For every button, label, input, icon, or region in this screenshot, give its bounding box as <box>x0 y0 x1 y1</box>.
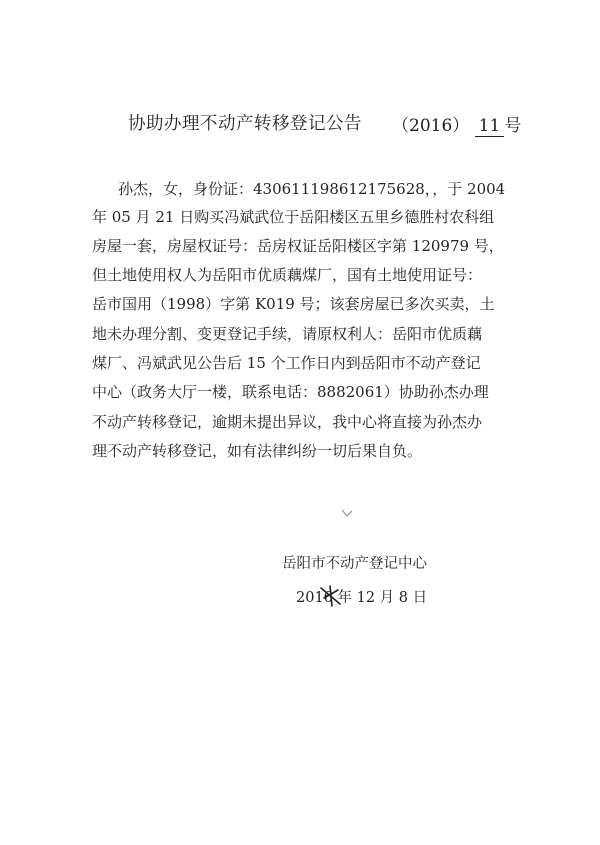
signature-stroke <box>318 584 344 608</box>
body-line-1: 孙杰，女，身份证：430611198612175628，，于 2004 <box>118 180 506 198</box>
notice-number-prefix: （2016） <box>392 116 470 136</box>
body-line-9: 不动产转移登记，逾期未提出异议，我中心将直接为孙杰办 <box>92 413 483 431</box>
body-line-10: 理不动产转移登记，如有法律纠纷一切后果自负。 <box>92 442 423 460</box>
body-line-3: 房屋一套，房屋权证号：岳房权证岳阳楼区字第 120979 号， <box>92 237 504 255</box>
pen-mark <box>341 507 353 519</box>
body-line-6: 地未办理分割、变更登记手续，请原权利人：岳阳市优质藕 <box>92 325 483 343</box>
notice-number <box>392 111 521 137</box>
body-line-2: 年 05 月 21 日购买冯斌武位于岳阳楼区五里乡德胜村农科组 <box>92 208 495 226</box>
issue-date: 2016 年 12 月 8 日 <box>296 590 428 606</box>
notice-title: 协助办理不动产转移登记公告 <box>128 114 362 134</box>
notice-number-value: 11 <box>475 117 505 137</box>
body-line-8: 中心（政务大厅一楼，联系电话：8882061）协助孙杰办理 <box>92 383 489 401</box>
notice-number-suffix: 号 <box>504 116 522 136</box>
body-line-4: 但土地使用权人为岳阳市优质藕煤厂，国有土地使用证号： <box>92 266 483 284</box>
body-line-7: 煤厂、冯斌武见公告后 15 个工作日内到岳阳市不动产登记 <box>92 354 481 372</box>
body-line-5: 岳市国用（1998）字第 K019 号；该套房屋已多次买卖，土 <box>92 295 495 313</box>
issuer-name: 岳阳市不动产登记中心 <box>282 556 427 572</box>
